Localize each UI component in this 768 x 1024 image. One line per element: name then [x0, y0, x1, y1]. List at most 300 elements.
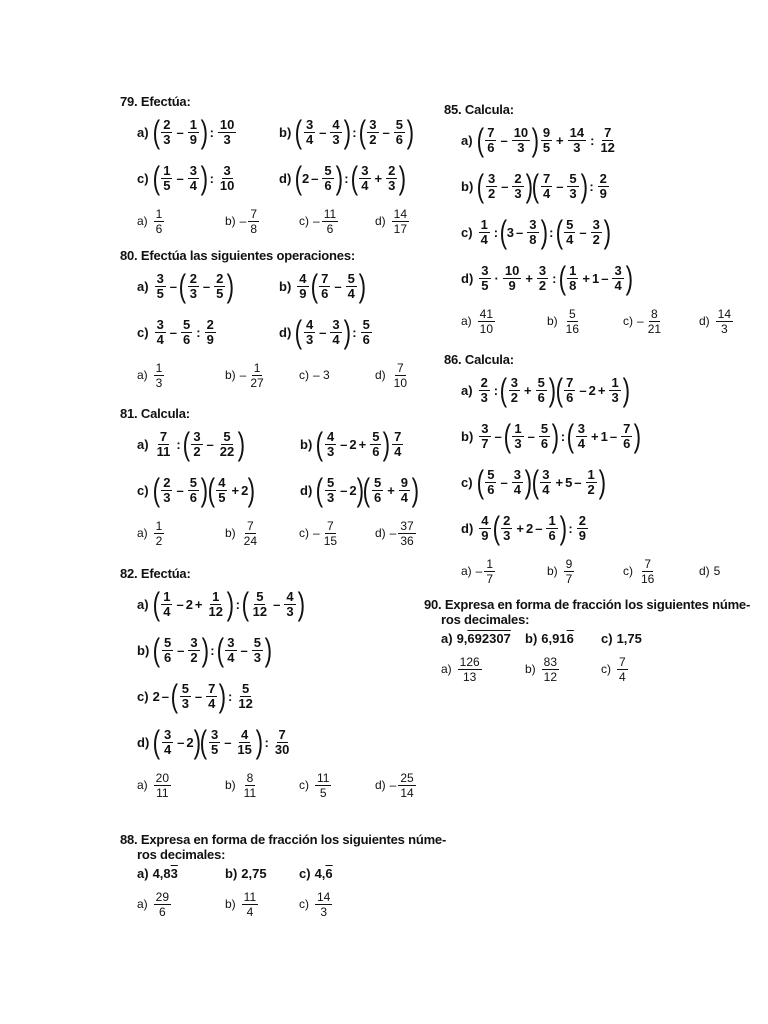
fraction	[214, 272, 225, 301]
fraction	[399, 476, 410, 505]
denominator: 2	[487, 185, 496, 201]
numerator: 2	[189, 270, 197, 286]
denominator: 3	[326, 489, 335, 505]
operator: :	[228, 688, 233, 704]
denominator: 14	[400, 785, 414, 800]
operator: :	[589, 178, 594, 194]
numerator: 3	[193, 428, 201, 444]
numerator: 3	[163, 726, 172, 742]
denominator: 4	[163, 741, 172, 757]
answer-item	[225, 201, 261, 241]
denominator: 4	[361, 177, 369, 193]
numerator: 5	[372, 428, 380, 444]
operator: –	[340, 436, 348, 452]
denominator: 6	[183, 331, 191, 347]
item-label: c)	[137, 482, 149, 498]
numerator: 11	[317, 770, 330, 785]
fraction	[315, 890, 332, 919]
denominator: 17	[393, 221, 408, 236]
fraction	[346, 272, 357, 301]
denominator: 6	[487, 139, 495, 155]
numerator: 3	[332, 316, 340, 332]
math-token: 2	[301, 170, 310, 186]
denominator: 2	[538, 277, 547, 293]
denominator: 2	[369, 131, 377, 147]
denominator: 5	[216, 285, 224, 301]
denominator: 3	[514, 185, 522, 201]
numerator: 3	[227, 634, 235, 650]
numerator: 1	[155, 518, 163, 533]
fraction	[540, 468, 551, 497]
fraction	[188, 164, 199, 193]
denominator: 3	[305, 331, 314, 347]
parenthesis: )	[551, 418, 560, 454]
fraction	[209, 728, 220, 757]
operator: –	[311, 170, 319, 186]
operator: –	[609, 428, 618, 444]
answer-item	[547, 551, 576, 591]
item-label: a)	[461, 382, 473, 398]
problem-c	[137, 467, 255, 513]
numerator: 3	[156, 316, 164, 332]
denominator: 4	[305, 131, 314, 147]
numerator: 1	[480, 216, 488, 232]
fraction	[541, 172, 552, 201]
answer-item	[225, 884, 260, 924]
item-label: a)	[137, 778, 148, 792]
denominator: 2	[190, 649, 198, 665]
operator: :	[568, 520, 573, 536]
fraction	[621, 422, 632, 451]
exercise-title: 90. Expresa en forma de fracción los siguientes núme-	[424, 597, 751, 612]
numerator: 5	[189, 474, 197, 490]
item-label: a)	[137, 596, 149, 612]
numerator: 14	[569, 124, 585, 140]
denominator: 4	[480, 231, 488, 247]
problem-d	[461, 505, 590, 551]
math-token: –	[389, 778, 397, 792]
parenthesis: )	[548, 372, 556, 408]
parenthesis: (	[241, 586, 250, 622]
math-token: 3	[170, 865, 178, 881]
operator: :	[552, 270, 557, 286]
problem-c	[461, 209, 611, 255]
numerator: 1	[189, 116, 197, 132]
numerator: 5	[569, 306, 576, 321]
denominator: 4	[614, 277, 622, 293]
answers	[137, 355, 430, 395]
parenthesis: )	[237, 426, 246, 462]
denominator: 3	[517, 139, 525, 155]
parenthesis: (	[315, 472, 324, 508]
exercise-90	[424, 597, 754, 689]
operator: :	[196, 324, 201, 340]
fraction	[576, 422, 587, 451]
operator: –	[202, 278, 211, 294]
numerator: 14	[717, 306, 732, 321]
denominator: 12	[600, 139, 615, 155]
denominator: 6	[321, 285, 329, 301]
denominator: 3	[480, 389, 488, 405]
denominator: 22	[219, 443, 235, 459]
numerator: 5	[362, 316, 370, 332]
fraction	[161, 118, 172, 147]
exercise-title: 85. Calcula:	[444, 102, 514, 117]
operator: –	[169, 324, 178, 340]
item-label: a)	[441, 662, 452, 676]
fraction	[319, 272, 330, 301]
exercise-82	[120, 566, 430, 805]
answer-item	[461, 551, 497, 591]
numerator: 7	[250, 206, 258, 221]
item-label: c)	[299, 778, 309, 792]
operator: :	[560, 428, 566, 444]
denominator: 7	[486, 571, 494, 586]
numerator: 3	[369, 116, 377, 132]
answer-item	[699, 301, 735, 341]
operator: +	[358, 436, 367, 452]
item-label: a)	[137, 124, 149, 140]
exercise-81	[120, 406, 430, 553]
exercise-title: 81. Calcula:	[120, 406, 190, 421]
parenthesis: )	[383, 426, 391, 462]
fraction	[180, 682, 191, 711]
problem-d	[137, 719, 293, 765]
numerator: 4	[218, 474, 226, 490]
numerator: 1	[587, 466, 595, 482]
numerator: 8	[651, 306, 658, 321]
problem-c	[299, 862, 333, 884]
item-label: d)	[279, 170, 292, 186]
fraction	[188, 272, 199, 301]
operator: +	[516, 520, 524, 536]
denominator: 9	[299, 285, 307, 301]
fraction	[537, 264, 548, 293]
math-token: 2	[349, 436, 357, 452]
operator: +	[597, 382, 606, 398]
fraction	[485, 126, 496, 155]
numerator: 7	[278, 726, 286, 742]
numerator: 1	[486, 556, 494, 571]
fraction	[479, 422, 490, 451]
item-label: d)	[375, 214, 386, 228]
item-label: d)	[375, 526, 386, 540]
fraction	[161, 476, 172, 505]
math-token: 2	[186, 734, 194, 750]
parenthesis: )	[356, 472, 364, 508]
item-label: d)	[375, 778, 386, 792]
numerator: 1	[611, 374, 619, 390]
exercise-title: 88. Expresa en forma de fracción los siguientes núme-	[120, 832, 447, 847]
problem-a	[137, 109, 238, 155]
denominator: 15	[323, 533, 338, 548]
item-label: d)	[699, 314, 710, 328]
operator: –	[240, 642, 248, 658]
problem-b	[279, 263, 366, 309]
fraction	[322, 519, 339, 548]
answer-item	[375, 765, 418, 805]
operator: –	[382, 124, 390, 140]
numerator: 11	[323, 206, 337, 221]
math-token: 2	[152, 688, 160, 704]
item-label: a)	[137, 436, 149, 452]
numerator: 2	[514, 170, 522, 186]
numerator: 7	[394, 428, 402, 444]
exercise-88	[120, 832, 447, 924]
fraction	[564, 557, 575, 586]
denominator: 6	[159, 904, 166, 919]
operator: –	[494, 428, 502, 444]
answer-item	[375, 355, 411, 395]
fraction	[392, 430, 403, 459]
math-token: 6	[566, 630, 574, 646]
parenthesis: )	[343, 114, 351, 150]
fraction	[154, 890, 171, 919]
denominator: 7	[481, 435, 489, 451]
fraction	[304, 118, 315, 147]
denominator: 9	[206, 331, 214, 347]
denominator: 11	[243, 785, 257, 800]
numerator: 4	[305, 316, 314, 332]
answer-item	[461, 301, 497, 341]
item-label: a)	[137, 897, 148, 911]
fraction	[546, 514, 557, 543]
item-label: b)	[225, 897, 236, 911]
problem-b	[300, 421, 405, 467]
numerator: 7	[208, 680, 216, 696]
numerator: 5	[347, 270, 355, 286]
fraction	[330, 318, 341, 347]
numerator: 4	[326, 428, 335, 444]
answer-item	[699, 551, 720, 591]
operator: :	[352, 124, 357, 140]
fraction	[191, 430, 202, 459]
denominator: 3	[388, 177, 396, 193]
operator: –	[194, 688, 203, 704]
fraction	[322, 207, 338, 236]
fraction	[155, 318, 166, 347]
numerator: 2	[163, 116, 171, 132]
fraction	[161, 164, 172, 193]
item-label: a)	[137, 865, 149, 881]
fraction	[716, 307, 733, 336]
answer-item	[299, 513, 341, 553]
numerator: 1	[163, 162, 171, 178]
parenthesis: )	[525, 168, 533, 204]
parenthesis: (	[499, 214, 508, 250]
item-label: a)	[137, 214, 148, 228]
math-token: 5	[565, 474, 573, 490]
fraction	[639, 557, 656, 586]
parenthesis: )	[343, 314, 351, 350]
numerator: 3	[481, 420, 489, 436]
denominator: 4	[542, 481, 550, 497]
answer-item	[375, 201, 411, 241]
parenthesis: (	[310, 268, 318, 304]
operator: –	[574, 474, 582, 490]
parenthesis: )	[625, 260, 633, 296]
numerator: 3	[361, 162, 369, 178]
denominator: 3	[189, 285, 197, 301]
parenthesis: (	[152, 724, 161, 760]
fraction	[478, 307, 495, 336]
numerator: 5	[373, 474, 382, 490]
numerator: 3	[189, 162, 197, 178]
fraction	[539, 422, 550, 451]
item-label: c)	[601, 662, 611, 676]
operator: –	[177, 734, 185, 750]
numerator: 5	[537, 374, 545, 390]
denominator: 6	[326, 221, 334, 236]
operator: –	[556, 178, 564, 194]
denominator: 4	[246, 904, 254, 919]
item-label: b)	[525, 662, 536, 676]
denominator: 3	[721, 321, 728, 336]
fraction	[154, 361, 165, 390]
denominator: 3	[155, 375, 163, 390]
denominator: 3	[326, 443, 335, 459]
problem-d	[300, 467, 419, 513]
parenthesis: (	[492, 510, 500, 546]
problem-b	[137, 627, 272, 673]
numerator: 5	[242, 680, 250, 696]
parenthesis: )	[200, 114, 208, 150]
operator: –	[319, 324, 327, 340]
parenthesis: )	[218, 678, 227, 714]
denominator: 11	[156, 443, 171, 459]
fraction	[154, 207, 165, 236]
fraction	[527, 218, 538, 247]
exercise-title: 80. Efectúa las siguientes operaciones:	[120, 248, 355, 263]
fraction	[155, 430, 173, 459]
fraction	[512, 172, 523, 201]
math-token: –	[475, 564, 483, 578]
denominator: 15	[237, 741, 252, 757]
numerator: 4	[299, 270, 307, 286]
denominator: 3	[514, 435, 522, 451]
item-label: d)	[279, 324, 292, 340]
operator: :	[352, 324, 357, 340]
denominator: 6	[395, 131, 403, 147]
numerator: 1	[212, 588, 220, 604]
parenthesis: (	[558, 260, 566, 296]
denominator: 4	[347, 285, 355, 301]
fraction	[242, 519, 259, 548]
item-label: d)	[375, 368, 386, 382]
numerator: 3	[529, 216, 537, 232]
operator: –	[224, 734, 232, 750]
numerator: 1	[514, 420, 522, 436]
fraction	[248, 361, 265, 390]
item-label: b)	[225, 526, 236, 540]
fraction	[154, 771, 171, 800]
operator: +	[556, 132, 564, 148]
numerator: 2	[503, 512, 511, 528]
fraction	[567, 264, 578, 293]
denominator: 4	[208, 695, 216, 711]
fraction	[586, 468, 597, 497]
denominator: 4	[189, 177, 197, 193]
parenthesis: )	[226, 586, 235, 622]
problem-a	[137, 862, 178, 884]
answer-item	[547, 301, 583, 341]
numerator: 5	[181, 680, 189, 696]
item-label: c)	[137, 170, 149, 186]
answers	[137, 513, 430, 553]
parenthesis: (	[476, 168, 485, 204]
problem-a	[461, 367, 629, 413]
parenthesis: (	[555, 214, 563, 250]
denominator: 16	[641, 571, 655, 586]
numerator: 7	[487, 124, 495, 140]
numerator: 7	[247, 518, 254, 533]
denominator: 5	[218, 489, 226, 505]
item-label: b)	[547, 564, 558, 578]
math-token: 2	[241, 482, 249, 498]
fraction	[162, 728, 173, 757]
numerator: 41	[479, 306, 494, 321]
parenthesis: (	[476, 464, 484, 500]
numerator: 7	[327, 518, 334, 533]
fraction	[188, 476, 199, 505]
denominator: 4	[542, 185, 551, 201]
numerator: 2	[480, 374, 488, 390]
item-label: b)	[225, 368, 236, 382]
numerator: 3	[513, 466, 521, 482]
fraction	[251, 590, 269, 619]
math-token: 4,8	[152, 865, 171, 881]
fraction	[188, 118, 199, 147]
item-label: a)	[461, 132, 473, 148]
fraction	[218, 430, 236, 459]
fraction	[458, 655, 482, 684]
denominator: 7	[565, 571, 573, 586]
operator: :	[176, 436, 181, 452]
problem-c	[137, 309, 218, 355]
denominator: 3	[181, 695, 189, 711]
fraction	[322, 164, 333, 193]
denominator: 4	[619, 669, 626, 684]
item-label: a)	[441, 630, 453, 646]
fraction	[484, 557, 495, 586]
numerator: 7	[604, 124, 612, 140]
denominator: 6	[623, 435, 631, 451]
denominator: 27	[250, 375, 264, 390]
item-label: a)	[137, 278, 149, 294]
numerator: 2	[388, 162, 396, 178]
fraction	[315, 771, 331, 800]
item-label: b)	[547, 314, 558, 328]
parenthesis: )	[633, 418, 642, 454]
math-token: –	[389, 526, 397, 540]
parenthesis: )	[297, 586, 305, 622]
item-label: b)	[137, 642, 150, 658]
denominator: 5	[542, 139, 551, 155]
denominator: 9	[599, 185, 607, 201]
denominator: 4	[227, 649, 235, 665]
denominator: 6	[163, 649, 172, 665]
parenthesis: )	[580, 168, 588, 204]
problem-a	[137, 263, 234, 309]
operator: –	[340, 482, 348, 498]
denominator: 5	[319, 785, 327, 800]
fraction	[325, 430, 336, 459]
numerator: 1	[163, 588, 171, 604]
answers	[441, 649, 754, 689]
operator: –	[273, 596, 281, 612]
item-label: c)	[299, 368, 309, 382]
answer-item	[225, 355, 268, 395]
